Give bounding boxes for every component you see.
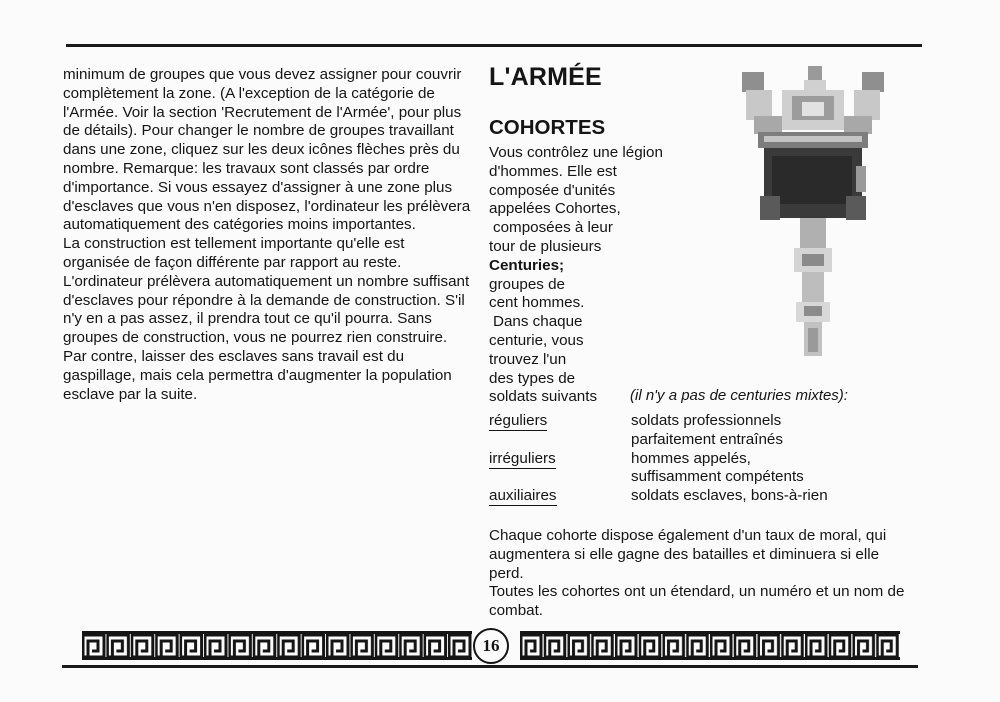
list-item <box>489 450 909 488</box>
type-description: soldats professionnels <box>631 412 782 429</box>
army-intro <box>489 144 714 407</box>
intro-line: des types de <box>489 369 576 387</box>
intro-line-bold: Centuries; <box>489 256 565 274</box>
intro-line: tour de plusieurs <box>489 237 602 255</box>
greek-key-border-left <box>82 628 472 662</box>
mixed-centuries-note: (il n'y a pas de centuries mixtes): <box>630 387 848 404</box>
type-name: auxiliaires <box>489 487 557 505</box>
intro-line: Vous contrôlez une légion <box>489 144 663 161</box>
type-description: hommes appelés, <box>631 449 751 467</box>
left-column <box>63 66 473 404</box>
type-name: réguliers <box>489 412 548 429</box>
section-title: L'ARMÉE <box>489 63 602 91</box>
paragraph-idle-slaves: Par contre, laisser des esclaves sans travail est du gaspillage, mais cela permettra d'augmenter la population esclave par la suite. <box>63 347 452 403</box>
intro-line: Dans chaque <box>493 313 583 331</box>
paragraph-groups: minimum de groupes que vous devez assigner pour couvrir complètement la zone. (A l'exception de la catégorie de l'Armée. Voir la section 'Recrutement de l'Armée', pour plus de détails). Pour changer le nombre de groupes travaillant dans une zone, cliquez sur les deux icônes flèches près du nombre. Remarque: les travaux sont classés par ordre d'importance. Si vous essayez d'assigner à une zone plus d'esclaves que vous n'en disposez, l'ordinateur les prélèvera automatiquement des catégories moins importantes. <box>63 66 471 234</box>
type-description: suffisamment compétents <box>631 468 804 486</box>
page-number: 16 <box>473 628 509 664</box>
intro-line: appelées Cohortes, <box>489 200 621 218</box>
top-rule <box>66 44 922 47</box>
intro-line: groupes de <box>489 275 565 293</box>
army-outro <box>489 527 909 621</box>
type-description: soldats esclaves, bons-à-rien <box>631 487 828 505</box>
intro-line: composées à leur <box>493 219 613 237</box>
intro-line: d'hommes. Elle est <box>489 162 617 180</box>
paragraph-morale: Chaque cohorte dispose également d'un taux de moral, qui augmentera si elle gagne des batailles et diminuera si elle perd. <box>489 527 887 582</box>
type-name: irréguliers <box>489 449 556 467</box>
roman-standard-icon <box>738 66 888 356</box>
bottom-rule <box>62 665 918 668</box>
type-description: parfaitement entraînés <box>631 430 783 448</box>
intro-line: soldats suivants <box>489 388 598 406</box>
intro-line: centurie, vous <box>489 331 584 349</box>
intro-line: cent hommes. <box>489 294 585 312</box>
paragraph-standard: Toutes les cohortes ont un étendard, un numéro et un nom de combat. <box>489 583 905 620</box>
intro-line: composée d'unités <box>489 181 616 199</box>
list-item <box>489 412 909 450</box>
soldier-types-list <box>489 412 909 506</box>
intro-line: trouvez l'un <box>489 350 567 368</box>
list-item <box>489 487 909 506</box>
greek-key-border-right <box>520 628 900 662</box>
subsection-title: COHORTES <box>489 116 606 139</box>
paragraph-construction: La construction est tellement importante qu'elle est organisée de façon différente par rapport au reste. L'ordinateur prélèvera automatiquement un nombre suffisant d'esclaves pour répondre à la demande de construction. S'il n'y en a pas assez, il prendra tout ce qu'il pourra. Sans groupes de construction, vous ne pourrez rien construire. <box>63 235 470 347</box>
